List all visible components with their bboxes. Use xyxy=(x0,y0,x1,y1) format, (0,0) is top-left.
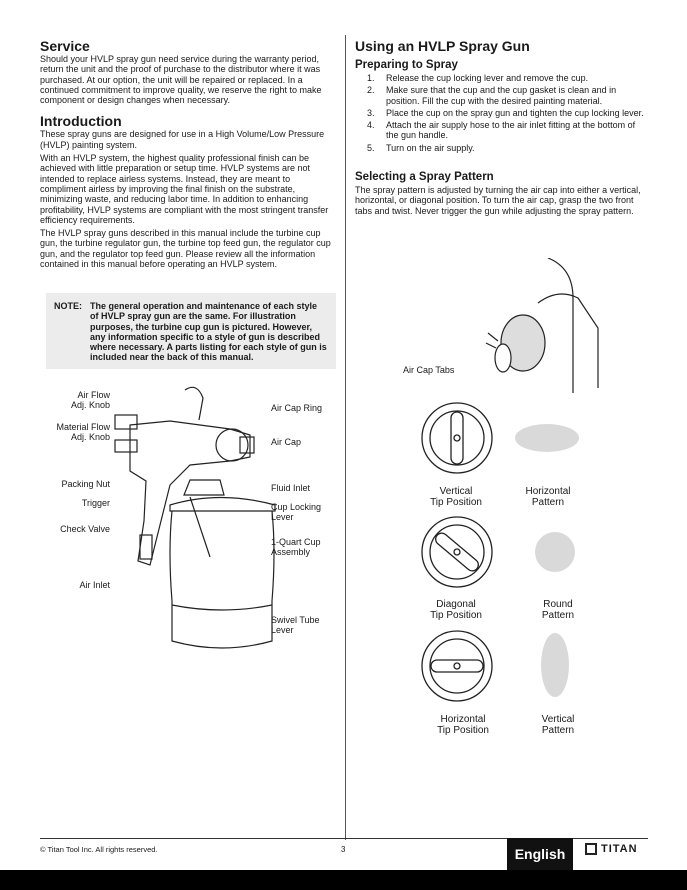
intro-paragraph-2: With an HVLP system, the highest quality professional finish can be achieved with little preparation or setup time. HVLP systems are not intended to replace airless systems. Instead, they are meant to compliment airless by improving the final finish on the substrate, minimizing waste, and reducing labor time. In addition to enhancing profitability, HVLP systems are compliant with the most stringent transfer efficiency requirements. xyxy=(40,153,329,225)
preparing-steps xyxy=(355,73,650,153)
vertical-tip-label: Vertical Tip Position xyxy=(430,486,482,508)
step-item xyxy=(355,120,650,141)
label-cup-locking-lever: Cup Locking Lever xyxy=(271,502,322,522)
horizontal-pattern xyxy=(515,424,579,452)
left-column xyxy=(40,38,336,272)
step-text: Place the cup on the spray gun and tighten the cup locking lever. xyxy=(386,107,644,118)
step-item xyxy=(355,85,650,106)
page-number: 3 xyxy=(341,845,346,854)
step-item xyxy=(355,108,650,118)
step-item xyxy=(355,143,650,153)
label-check-valve: Check Valve xyxy=(60,524,110,534)
brand-name: TITAN xyxy=(601,843,638,855)
step-text: Release the cup locking lever and remove the cup. xyxy=(386,73,589,83)
label-swivel-tube-lever: Swivel Tube Lever xyxy=(271,615,320,635)
label-fluid-inlet: Fluid Inlet xyxy=(271,483,311,493)
using-heading: Using an HVLP Spray Gun xyxy=(355,38,530,54)
bottom-bar xyxy=(0,870,687,890)
label-quart-cup: 1-Quart Cup Assembly xyxy=(271,537,321,557)
horizontal-pattern-label: Horizontal Pattern xyxy=(525,486,571,508)
intro-paragraph-3: The HVLP spray guns described in this manual include the turbine cup gun, the turbine regulator gun, the turbine top feed gun, the regulator cup gun, and the regulator top feed gun. Please review all the information contained in this manual before operating an HVLP system. xyxy=(40,228,331,270)
label-air-inlet: Air Inlet xyxy=(79,580,110,590)
diagonal-tip-label: Diagonal Tip Position xyxy=(430,599,482,621)
vertical-pattern xyxy=(541,633,569,697)
spray-gun-diagram xyxy=(110,385,280,670)
intro-paragraph-1: These spray guns are designed for use in a High Volume/Low Pressure (HVLP) painting system. xyxy=(40,129,325,150)
step-number: 3. xyxy=(367,107,375,118)
horizontal-tip-cap xyxy=(422,631,492,701)
air-cap-closeup-diagram xyxy=(478,258,603,393)
label-air-flow-knob: Air Flow Adj. Knob xyxy=(70,390,110,410)
service-text: Should your HVLP spray gun need service during the warranty period, return the unit and the proof of purchase to the distributor where it was purchased. At our option, the unit will be repaired or replaced. In a continued commitment to improve quality, we reserve the right to make component or design changes when necessary. xyxy=(40,54,322,106)
label-trigger: Trigger xyxy=(81,498,110,508)
step-number: 5. xyxy=(367,142,375,153)
label-air-cap-ring: Air Cap Ring xyxy=(271,403,323,413)
round-pattern-label: Round Pattern xyxy=(541,599,575,621)
note-label: NOTE: xyxy=(54,301,82,311)
language-tab: English xyxy=(507,838,573,870)
air-cap-tabs-label: Air Cap Tabs xyxy=(403,365,455,375)
note-text: The general operation and maintenance of each style of HVLP spray gun are the same. For illustration purposes, the turbine cup gun is pictured. However, any information specific to a style of gun is described where necessary. A parts listing for each style of gun is included near the back of this manual. xyxy=(90,301,327,363)
preparing-heading: Preparing to Spray xyxy=(355,59,458,71)
step-number: 2. xyxy=(367,85,375,96)
note-box xyxy=(46,293,336,369)
pattern-text: The spray pattern is adjusted by turning the air cap into either a vertical, horizontal, or diagonal position. To turn the air cap, grasp the two front tabs and twist. Never trigger the gun while adjusting the spray pattern. xyxy=(355,185,641,216)
horizontal-tip-label: Horizontal Tip Position xyxy=(437,714,489,736)
round-pattern xyxy=(535,532,575,572)
step-number: 1. xyxy=(367,73,375,83)
step-text: Make sure that the cup and the cup gasket is clean and in position. Fill the cup with the desired painting material. xyxy=(386,85,617,106)
introduction-heading: Introduction xyxy=(40,113,122,130)
right-column xyxy=(355,38,650,219)
titan-logo-icon xyxy=(585,843,597,855)
spray-pattern-diagrams xyxy=(415,400,595,720)
diagonal-tip-cap xyxy=(422,517,492,587)
copyright: © Titan Tool Inc. All rights reserved. xyxy=(40,845,158,854)
pattern-heading: Selecting a Spray Pattern xyxy=(355,171,494,184)
service-heading: Service xyxy=(40,38,90,54)
step-number: 4. xyxy=(367,120,375,131)
label-packing-nut: Packing Nut xyxy=(61,479,110,489)
label-air-cap: Air Cap xyxy=(271,437,302,447)
step-item xyxy=(355,73,650,83)
vertical-pattern-label: Vertical Pattern xyxy=(541,714,575,736)
vertical-tip-cap xyxy=(422,403,492,473)
step-text: Turn on the air supply. xyxy=(386,142,475,153)
label-material-flow-knob: Material Flow Adj. Knob xyxy=(56,422,110,442)
column-divider xyxy=(345,35,346,840)
step-text: Attach the air supply hose to the air inlet fitting at the bottom of the gun handle. xyxy=(386,120,636,141)
titan-logo xyxy=(585,843,638,855)
